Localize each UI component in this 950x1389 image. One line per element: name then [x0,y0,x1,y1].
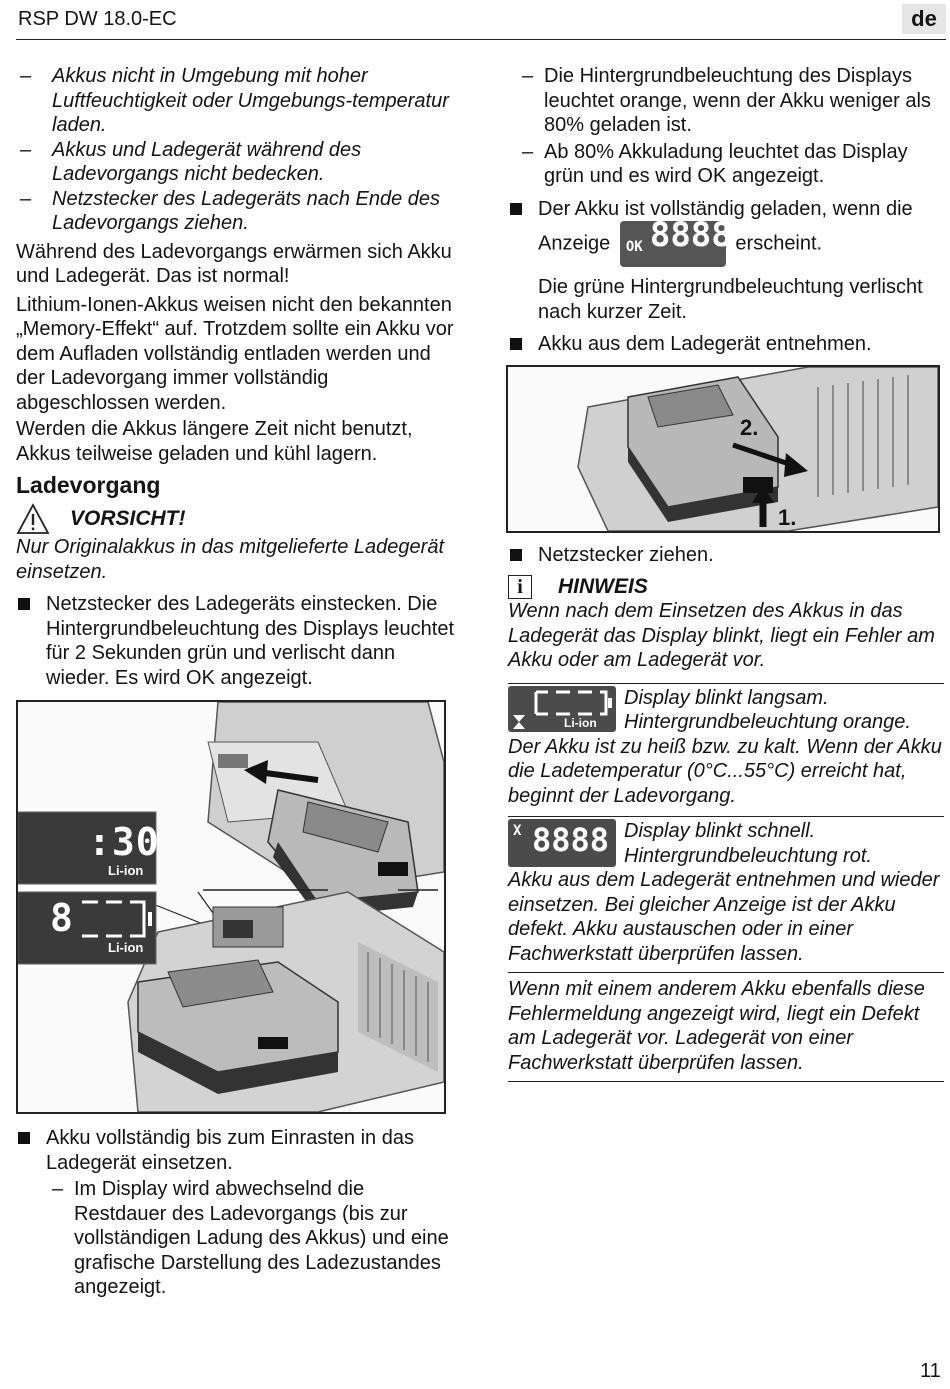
info-icon: i [508,575,532,599]
bullet-square-icon [510,338,522,350]
warning-dash-item: – Netzstecker des Ladegeräts nach Ende des Ladevorgangs ziehen. [20,187,441,234]
error-description [624,686,911,735]
step-label-1: 1. [778,504,797,530]
sub-dash-text: Die Hintergrundbeleuchtung des Displays leuchtet orange, wenn der Akku weniger als 80% geladen ist. [544,65,931,136]
error-line: Hintergrundbeleuchtung rot. [624,844,872,867]
sub-dash-item: – Im Display wird abwechselnd die Restdauer des Ladevorgangs (bis zur vollständigen Ladung des Akkus) und eine grafische Darstellung des Ladezustandes angezeigt. [52,1178,449,1298]
paragraph: Werden die Akkus längere Zeit nicht benutzt, Akkus teilweise geladen und kühl lagern. [16,418,413,465]
dash-item-text: Akkus nicht in Umgebung mit hoher Luftfeuchtigkeit oder Umgebungs-temperatur laden. [52,65,449,136]
error-x-icon: X [513,823,522,839]
error-line: Display blinkt schnell. [624,820,816,842]
sub-dash-item: – Ab 80% Akkuladung leuchtet das Display grün und es wird OK angezeigt. [522,140,908,187]
ok-lcd-display [620,215,732,267]
bullet-square-icon [18,1132,30,1144]
lcd-digits: 8888 [649,215,732,255]
step-text: Der Akku ist vollständig geladen, wenn die Anzeige [538,197,913,255]
step-note: Die grüne Hintergrundbeleuchtung verlischt nach kurzer Zeit. [538,276,923,323]
warning-triangle-icon [16,503,50,535]
step-text: Akku vollständig bis zum Einrasten in das Ladegerät einsetzen. [46,1127,414,1174]
bullet-square-icon [510,203,522,215]
li-ion-label: Li-ion [108,940,144,955]
step-item [508,543,944,568]
error-section-2 [508,816,944,966]
error-description [624,819,872,868]
dash-item-text: Netzstecker des Ladegeräts nach Ende des Ladevorgangs ziehen. [52,187,441,234]
step-text: Netzstecker des Ladegeräts einstecken. Die Hintergrundbeleuchtung des Displays leuchtet für 2 Sekunden grün und verlischt dann wieder. Es wird OK angezeigt. [46,593,455,689]
paragraph: Lithium-Ionen-Akkus weisen nicht den bekannten „Memory-Effekt“ auf. Trotzdem sollte ein Akku vor dem Aufladen vollständig entladen werden und der Ladevorgang immer vollständig abgeschlossen werden. [16,293,454,414]
sub-dash-text: Im Display wird abwechselnd die Restdauer des Ladevorgangs (bis zur vollständigen Ladung des Akkus) und eine grafische Darstellung des Ladezustandes angezeigt. [74,1178,449,1298]
charger-remove-figure [506,365,940,533]
sub-dash-item: – Die Hintergrundbeleuchtung des Displays leuchtet orange, wenn der Akku weniger als 80% geladen ist. [522,65,931,136]
error-line: Display blinkt langsam. [624,686,829,709]
lcd-charge-display: 8 [50,896,73,940]
ok-label: OK [625,239,643,255]
sub-dash-text: Ab 80% Akkuladung leuchtet das Display grün und es wird OK angezeigt. [544,140,908,187]
step-text: Netzstecker ziehen. [538,543,714,566]
li-ion-label: Li-ion [564,715,597,730]
battery-segments-icon [78,900,154,940]
note-text: Wenn nach dem Einsetzen des Akkus in das Ladegerät das Display blinkt, liegt ein Fehler am Akku oder am Ladegerät vor. [508,600,935,671]
error-row [508,817,944,868]
error-row [508,684,944,735]
charger-remove-illustration [508,367,938,531]
paragraph: Während des Ladevorgangs erwärmen sich Akku und Ladegerät. Das ist normal! [16,240,452,287]
bullet-square-icon [18,598,30,610]
caution-header [16,503,456,535]
step-text: erscheint. [735,232,823,255]
final-text: Wenn mit einem anderem Akku ebenfalls diese Fehlermeldung angezeigt wird, liegt ein Defekt am Ladegerät vor. Ladegerät von einer Fachwerkstatt überprüfen lassen. [508,978,925,1074]
error-section-1 [508,683,944,809]
step-label-2: 2. [740,414,759,440]
document-title: RSP DW 18.0-EC [18,8,177,30]
lcd-digits: 8888 [532,821,610,859]
header-rule [16,39,946,40]
dash-item-text: Akkus und Ladegerät während des Ladevorgangs nicht bedecken. [52,138,362,185]
warning-dash-item: – Akkus nicht in Umgebung mit hoher Luftfeuchtigkeit oder Umgebungs-temperatur laden. [20,65,449,136]
section-heading: Ladevorgang [16,472,161,498]
step-item [16,1126,456,1175]
li-ion-label: Li-ion [108,863,144,878]
bullet-square-icon [510,549,522,561]
lcd-time-display: :30 [88,820,160,864]
language-badge: de [902,4,946,34]
error-lcd-slow [508,686,616,732]
error-text: Der Akku ist zu heiß bzw. zu kalt. Wenn der Akku die Ladetemperatur (0°C...55°C) erreicht hat, beginnt der Ladevorgang. [508,735,942,807]
empty-battery-icon [534,690,614,718]
caution-label: VORSICHT! [70,507,186,530]
hourglass-icon [512,714,526,730]
left-column [16,64,456,1300]
step-item [508,332,944,357]
section-end-rule [508,1081,944,1082]
error-lcd-fast [508,819,616,867]
error-text: Akku aus dem Ladegerät entnehmen und wieder einsetzen. Bei gleicher Anzeige ist der Akku defekt. Akku austauschen oder in einer Fachwerkstatt überprüfen lassen. [508,869,940,965]
step-item [16,592,456,690]
note-label: HINWEIS [558,575,648,598]
step-text: Akku aus dem Ladegerät entnehmen. [538,333,872,355]
warning-dash-item: – Akkus und Ladegerät während des Ladevorgangs nicht bedecken. [20,138,362,185]
page-number: 11 [920,1360,941,1382]
note-header [508,575,944,599]
error-line: Hintergrundbeleuchtung orange. [624,711,911,733]
charger-insert-figure [16,700,446,1114]
step-item [508,197,944,268]
caution-text: Nur Originalakkus in das mitgelieferte Ladegerät einsetzen. [16,536,444,583]
final-note [508,972,944,1075]
right-column [508,64,944,1082]
